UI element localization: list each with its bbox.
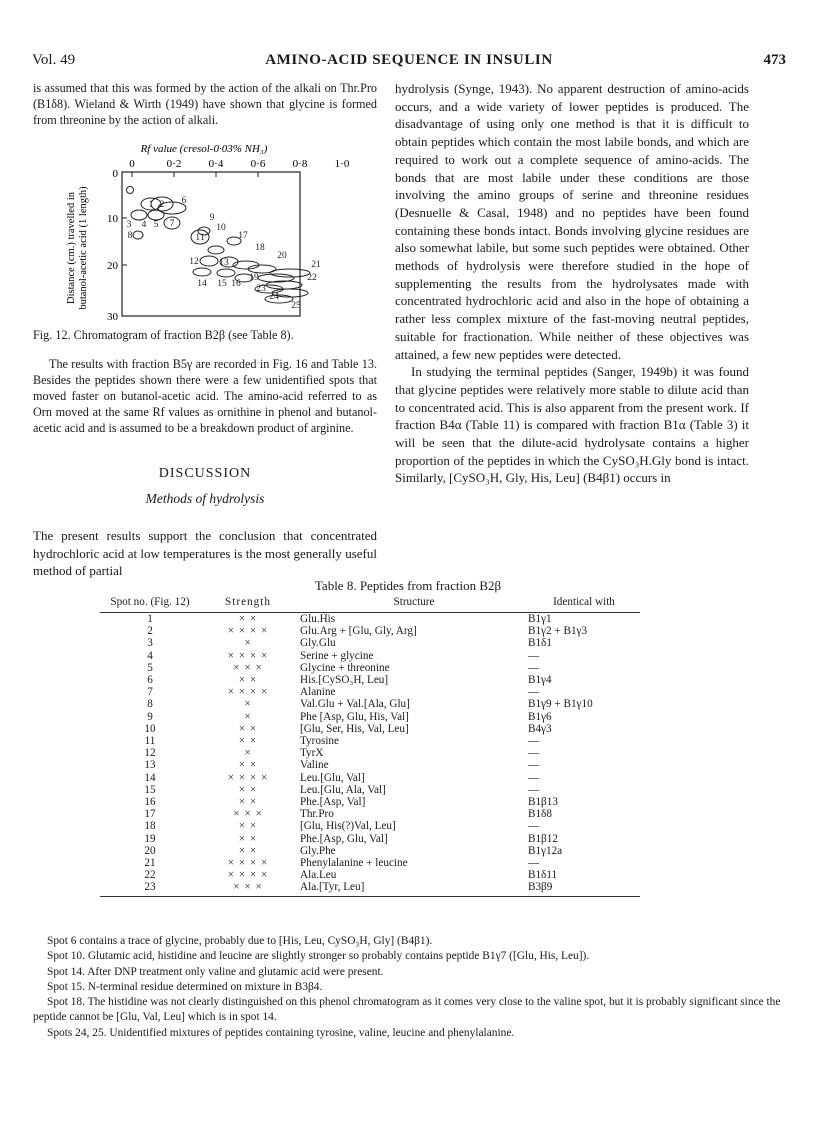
cell-strength: × × × × — [227, 686, 269, 699]
spot-label: 23 — [256, 284, 266, 294]
table-row — [100, 698, 640, 710]
right-paragraph-2: In studying the terminal peptides (Sanger, 1949b) it was found that glycine peptides were relatively more stable to dilute acid than to concentrated acid. This is also apparent from the present work. If fraction B4α (Table 11) is compared with fraction B1α (Table 3) it will be seen that the dilute-acid hydrolysate contains a higher proportion of the peptides in which the CySO₃H.Gly bond is intact. Similarly, [CySO₃H, Gly, His, Leu] (B4β1) occurs in — [395, 364, 749, 486]
discussion-heading: DISCUSSION — [158, 466, 252, 481]
cell-identical: — — [528, 820, 540, 833]
cell-strength: × × × × — [227, 857, 269, 870]
table-row — [100, 784, 640, 796]
x-tick-labels — [129, 158, 350, 170]
running-title: AMINO-ACID SEQUENCE IN INSULIN — [265, 52, 553, 68]
cell-strength: × — [244, 747, 252, 760]
cell-structure: Gly.Phe — [300, 844, 336, 857]
table-row — [100, 845, 640, 857]
cell-strength: × × × — [200, 881, 296, 896]
y-tick-label: 20 — [107, 260, 118, 272]
cell-structure: Gly.Glu — [300, 637, 336, 650]
cell-identical: B1β12 — [528, 832, 558, 845]
header-structure: Structure — [296, 596, 528, 613]
spot-label: 19 — [249, 273, 259, 283]
spot-label: 1 — [148, 200, 154, 210]
table-row — [100, 650, 640, 662]
cell-spot: 19 — [144, 832, 156, 845]
table-row — [100, 723, 640, 735]
cell-identical: B1γ9 + B1γ10 — [528, 698, 593, 711]
cell-spot: 5 — [147, 661, 153, 674]
cell-identical: B1δ8 — [528, 808, 552, 821]
cell-strength: × × × × — [227, 649, 269, 662]
spot-label: 10 — [216, 223, 226, 233]
spot-label: 22 — [307, 273, 317, 283]
table-note: Spot 6 contains a trace of glycine, probably due to [His, Leu, CySO₃H, Gly] (B4β1). — [47, 935, 433, 947]
cell-structure: Thr.Pro — [300, 808, 334, 821]
peptide-table — [100, 596, 640, 897]
methods-subheading: Methods of hydrolysis — [145, 491, 265, 506]
cell-identical: B1γ2 + B1γ3 — [528, 625, 588, 638]
table-row — [100, 662, 640, 674]
cell-spot: 21 — [144, 857, 156, 870]
spot-label: 8 — [127, 231, 133, 241]
cell-spot: 9 — [147, 710, 153, 723]
left-paragraph-fraction-b5: The results with fraction B5γ are recorded in Fig. 16 and Table 13. Besides the peptides shown there were a few unidentified spots that moved faster on butanol-acetic acid. The amino-acid referred to as Orn moved at the same Rf values as ornithine in phenol and butanol-acetic acid and is assumed to be a breakdown product of arginine. — [33, 357, 377, 436]
cell-strength: × × — [238, 783, 258, 796]
volume-number: Vol. 49 — [32, 52, 76, 68]
spot-label: 5 — [153, 220, 159, 230]
spot-label: 25 — [291, 301, 301, 311]
table-title: Table 8. Peptides from fraction B2β — [314, 578, 502, 593]
spot-label: 13 — [219, 258, 229, 268]
x-ticks — [132, 172, 300, 177]
spot-label: 4 — [141, 220, 147, 230]
spot-outline — [127, 187, 134, 194]
header-strength: Strength — [200, 596, 296, 613]
cell-structure: Valine — [300, 759, 329, 772]
cell-identical: — — [528, 686, 540, 699]
table-body — [100, 613, 640, 897]
table-row — [100, 857, 640, 869]
y-tick-label: 10 — [107, 213, 118, 225]
table-row — [100, 772, 640, 784]
cell-structure: Glu.Arg + [Glu, Gly, Arg] — [300, 625, 417, 638]
cell-identical: B1δ1 — [528, 637, 552, 650]
x-tick-label: 0·2 — [166, 158, 182, 170]
spot-label: 17 — [238, 231, 248, 241]
table-row — [100, 711, 640, 723]
spot-outline — [208, 246, 224, 254]
cell-identical: B3β9 — [528, 881, 640, 896]
cell-spot: 6 — [147, 674, 153, 687]
cell-structure: Ala.[Tyr, Leu] — [296, 881, 528, 896]
table-row — [100, 833, 640, 845]
cell-structure: Phe [Asp, Glu, His, Val] — [300, 710, 409, 723]
cell-identical: B1γ6 — [528, 710, 552, 723]
cell-structure: [Glu, Ser, His, Val, Leu] — [300, 722, 409, 735]
cell-identical: — — [528, 759, 540, 772]
spot-label: 7 — [169, 219, 175, 229]
cell-strength: × × — [238, 735, 258, 748]
cell-spot: 15 — [144, 783, 156, 796]
cell-identical: — — [528, 771, 540, 784]
cell-identical: B1δ11 — [528, 869, 558, 882]
cell-spot: 14 — [144, 771, 156, 784]
y-axis-title-line2: butanol-acetic acid (1 length) — [78, 186, 89, 310]
cell-structure: TyrX — [300, 747, 324, 760]
spot-label: 14 — [197, 279, 207, 289]
table-note: Spot 10. Glutamic acid, histidine and leucine are slightly stronger so probably contains peptide B1γ7 ([Glu, His, Leu]). — [47, 950, 590, 963]
cell-identical: B1γ12a — [528, 844, 563, 857]
table-row — [100, 637, 640, 649]
right-column — [395, 80, 749, 487]
cell-identical: — — [528, 649, 540, 662]
x-tick-label: 0·6 — [250, 158, 266, 170]
table-note: Spot 15. N-terminal residue determined on mixture in B3β4. — [47, 980, 323, 993]
x-tick-label: 0·4 — [208, 158, 224, 170]
spot-label: 3 — [126, 220, 132, 230]
y-tick-labels — [107, 168, 119, 323]
spot-label: 24 — [269, 292, 279, 302]
left-paragraph-methods: The present results support the conclusion that concentrated hydrochloric acid at low temperatures is the most generally useful method of partial — [33, 528, 377, 579]
table-note: Spot 14. After DNP treatment only valine and glutamic acid were present. — [47, 965, 384, 978]
cell-spot: 3 — [147, 637, 153, 650]
cell-structure: Phe.[Asp, Glu, Val] — [300, 832, 388, 845]
cell-spot: 7 — [147, 686, 153, 699]
cell-structure: Phenylalanine + leucine — [300, 857, 408, 870]
cell-structure: Tyrosine — [300, 735, 339, 748]
cell-strength: × × — [238, 722, 258, 735]
table-row — [100, 674, 640, 686]
cell-identical: B1β13 — [528, 796, 558, 809]
cell-strength: × × — [238, 820, 258, 833]
cell-strength: × × × × — [227, 771, 269, 784]
cell-identical: — — [528, 661, 540, 674]
cell-spot: 11 — [144, 735, 156, 748]
spot-outline — [217, 269, 235, 277]
cell-structure: Leu.[Glu, Val] — [300, 771, 365, 784]
table-row — [100, 759, 640, 771]
table-row — [100, 820, 640, 832]
cell-strength: × × — [238, 796, 258, 809]
cell-strength: × — [244, 698, 252, 711]
cell-structure: Glu.His — [300, 613, 336, 625]
cell-spot: 23 — [100, 881, 200, 896]
table-row — [100, 869, 640, 881]
spot-label: 16 — [231, 279, 241, 289]
table-row — [100, 613, 640, 626]
left-top-paragraph: is assumed that this was formed by the action of the alkali on Thr.Pro (B1δ8). Wieland & Wirth (1949) have shown that glycine is formed from threonine by the action of alkali. — [33, 81, 377, 128]
cell-spot: 4 — [147, 649, 153, 662]
cell-structure: Leu.[Glu, Ala, Val] — [300, 783, 386, 796]
table-notes — [33, 934, 785, 1041]
y-tick-label: 0 — [112, 168, 118, 180]
cell-structure: Glycine + threonine — [300, 661, 390, 674]
cell-spot: 1 — [147, 613, 153, 625]
cell-spot: 8 — [147, 698, 153, 711]
cell-spot: 17 — [144, 808, 156, 821]
spot-label: 6 — [181, 196, 187, 206]
cell-structure: Serine + glycine — [300, 649, 374, 662]
cell-structure: Ala.Leu — [300, 869, 337, 882]
cell-structure: [Glu, His(?)Val, Leu] — [300, 820, 396, 833]
cell-spot: 20 — [144, 844, 156, 857]
figure-caption: Fig. 12. Chromatogram of fraction B2β (see Table 8). — [33, 328, 294, 342]
spot-outline — [131, 210, 147, 220]
spot-outline — [200, 256, 218, 266]
table-row — [100, 881, 640, 896]
header-spot: Spot no. (Fig. 12) — [100, 596, 200, 613]
cell-spot: 10 — [144, 722, 156, 735]
header-identical: Identical with — [528, 596, 640, 613]
x-axis-title: Rf value (cresol-0·03% NH₃) — [140, 143, 268, 155]
table-row — [100, 625, 640, 637]
cell-identical: B1γ4 — [528, 674, 552, 687]
cell-structure: Alanine — [300, 686, 336, 699]
cell-identical: — — [528, 783, 540, 796]
cell-spot: 12 — [144, 747, 156, 760]
running-header — [32, 52, 786, 74]
page-number: 473 — [763, 52, 786, 68]
spot-labels — [127, 196, 321, 311]
table-row — [100, 686, 640, 698]
cell-spot: 18 — [144, 820, 156, 833]
spot-outline — [193, 268, 211, 276]
table-note: Spots 24, 25. Unidentified mixtures of peptides containing tyrosine, valine, leucine and phenylalanine. — [47, 1026, 515, 1039]
cell-structure: His.[CySO₃H, Leu] — [300, 674, 389, 687]
cell-identical: — — [528, 857, 540, 870]
cell-strength: × × — [238, 844, 258, 857]
cell-spot: 13 — [144, 759, 156, 772]
right-paragraph-1: hydrolysis (Synge, 1943). No apparent destruction of amino-acids occurs, and a wide variety of lower peptides is produced. The disadvantage of using only one method is that it is difficult to obtain peptides which contain the most labile bonds, and which are required to work out a complete sequence of amino-acids. The bonds that are most labile under these conditions are those involving the amino groups of serine and threonine residues (Desnuelle & Casal, 1948) and no peptides have been found containing these bonds intact. Bonds involving glycine residues are also somewhat labile, but some such peptides were obtained. Other methods of hydrolysis were therefore studied in the hope of supplementing the results from the hydrolysates made with concentrated hydrochloric acid and also in the hope of obtaining a rather less complex mixture of the fast-moving neutral peptides, suitable for fractionation. While neither of these objectives was attained, a few new peptides were detected. — [395, 81, 749, 362]
cell-identical: B4γ3 — [528, 722, 552, 735]
table-row — [100, 808, 640, 820]
x-tick-label: 0 — [129, 158, 135, 170]
cell-identical: — — [528, 735, 540, 748]
cell-strength: × × × × — [227, 869, 269, 882]
spot-label: 21 — [311, 260, 321, 270]
cell-strength: × × × — [233, 661, 263, 674]
table-row — [100, 747, 640, 759]
cell-spot: 22 — [144, 869, 156, 882]
table-note: Spot 18. The histidine was not clearly distinguished on this phenol chromatogram as it comes very close to the valine spot, but it is probably significant since the peptide cannot be [Glu, Val, Leu] which is in spot 14. — [33, 996, 781, 1024]
x-tick-label: 1·0 — [334, 158, 350, 170]
spot-label: 18 — [255, 243, 265, 253]
spot-outline — [148, 210, 164, 220]
table-row — [100, 735, 640, 747]
cell-strength: × × — [238, 759, 258, 772]
y-tick-label: 30 — [107, 311, 118, 323]
cell-strength: × × × × — [227, 625, 269, 638]
spot-label: 12 — [189, 257, 199, 267]
y-axis-title-line1: Distance (cm.) travelled in — [66, 192, 77, 304]
cell-strength: × — [244, 710, 252, 723]
cell-strength: × × — [238, 674, 258, 687]
cell-structure: Phe.[Asp, Val] — [300, 796, 366, 809]
cell-strength: × × — [238, 832, 258, 845]
spot-label: 2 — [159, 200, 165, 210]
spot-outline — [133, 231, 143, 239]
spot-label: 9 — [209, 213, 215, 223]
cell-strength: × × — [238, 613, 258, 625]
chromatogram-figure — [56, 140, 376, 330]
cell-identical: — — [528, 747, 540, 760]
x-tick-label: 0·8 — [292, 158, 308, 170]
cell-spot: 2 — [147, 625, 153, 638]
cell-identical: B1γ1 — [528, 613, 552, 625]
spot-label: 15 — [217, 279, 227, 289]
spot-label: 11 — [195, 233, 205, 243]
cell-structure: Val.Glu + Val.[Ala, Glu] — [300, 698, 410, 711]
cell-strength: × × × — [233, 808, 263, 821]
cell-spot: 16 — [144, 796, 156, 809]
spot-label: 20 — [277, 251, 287, 261]
table-row — [100, 796, 640, 808]
cell-strength: × — [244, 637, 252, 650]
table-header-row — [100, 596, 640, 613]
